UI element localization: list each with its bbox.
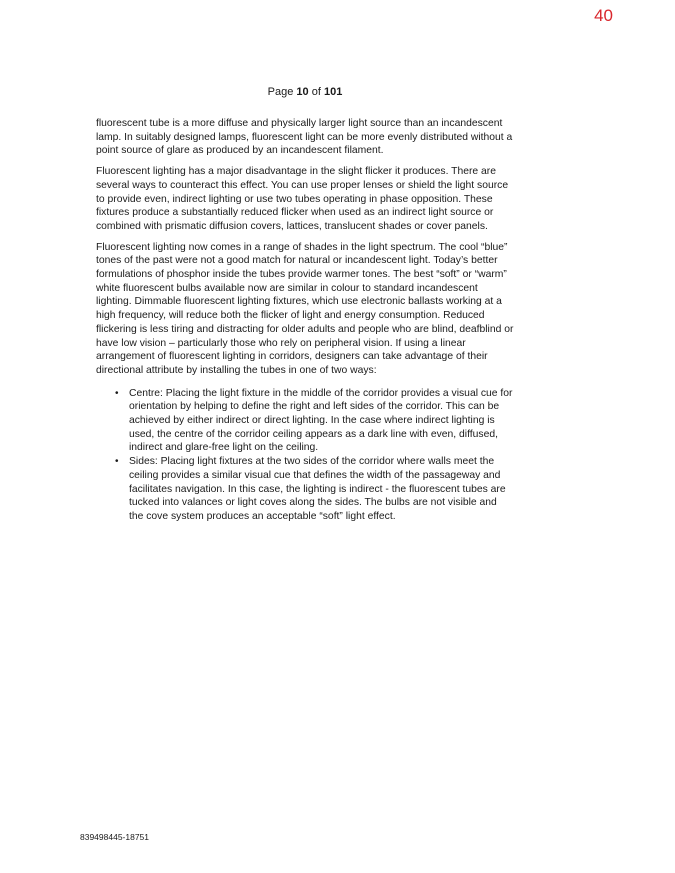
document-id: 839498445-18751 <box>80 832 150 842</box>
paragraph: Fluorescent lighting has a major disadvantage in the slight flicker it produces. There are several ways to counteract this effect. You can use proper lenses or shield the light source to provide even, indirect lighting or use two tubes operating in phase opposition. These fixtures produce a substantially reduced flicker when used as an indirect light source or combined with prismatic diffusion covers, lattices, translucent shades or cover panels. <box>96 166 509 232</box>
paragraph: Fluorescent lighting now comes in a range of shades in the light spectrum. The cool “blue” tones of the past were not a good match for natural or incandescent light. Today’s better formulations of phosphor inside the tubes provide warmer tones. The best “soft” or “warm” white fluorescent bulbs available now are similar in colour to standard incandescent lighting. Dimmable fluorescent lighting fixtures, which use electronic ballasts working at a high frequency, will reduce both the flicker of light and energy consumption. Reduced flickering is less tiring and distracting for older adults and people who are blind, deafblind or have low vision – particularly those who rely on peripheral vision. If using a linear arrangement of fluorescent lighting in corridors, designers can take advantage of their directional attribute by installing the tubes in one of two ways: <box>96 241 514 376</box>
page-number-badge: 40 <box>594 6 613 25</box>
total-page-count: 101 <box>323 86 343 98</box>
bullet-icon: • <box>115 387 119 399</box>
bullet-icon: • <box>115 456 119 468</box>
document-body <box>96 117 514 524</box>
bullet-list <box>96 387 514 524</box>
page-label: Page <box>267 86 294 98</box>
list-item <box>115 387 514 456</box>
page-of-label: of <box>311 86 321 98</box>
current-page-number: 10 <box>296 86 309 98</box>
list-item-text: Sides: Placing light fixtures at the two sides of the corridor where walls meet the ceiling provides a similar visual cue that defines the width of the passageway and facilitates navigation. In this case, the lighting is indirect - the fluorescent tubes are tucked into valances or light coves along the sides. The bulbs are not visible and the cove system produces an acceptable “soft” light effect. <box>129 456 506 522</box>
list-item-text: Centre: Placing the light fixture in the middle of the corridor provides a visual cue for orientation by helping to define the right and left sides of the corridor. This can be achieved by either indirect or direct lighting. In the case where indirect lighting is used, the centre of the corridor ceiling appears as a dark line with even, diffused, indirect and glare-free light on the ceiling. <box>129 387 513 454</box>
paragraph: fluorescent tube is a more diffuse and physically larger light source than an incandescent lamp. In suitably designed lamps, fluorescent light can be more evenly distributed without a point source of glare as produced by an incandescent filament. <box>96 118 513 157</box>
page-header <box>0 86 610 98</box>
list-item <box>115 455 514 524</box>
